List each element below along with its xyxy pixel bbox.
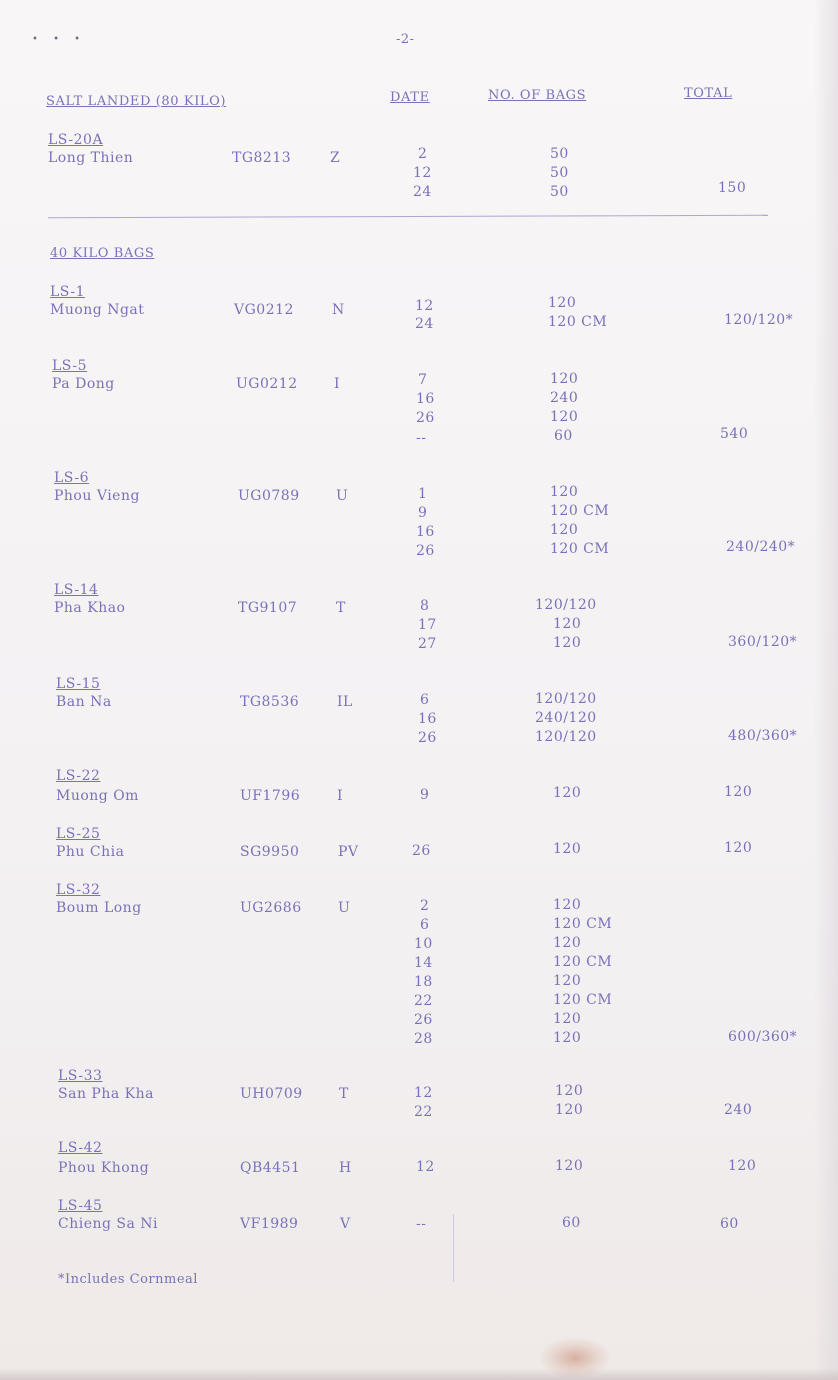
delivery-date: 17 (418, 617, 437, 633)
bag-count: 120 (553, 1011, 582, 1027)
site-zone: U (338, 900, 351, 916)
site-zone: I (337, 788, 344, 804)
delivery-date: 18 (414, 974, 433, 990)
bag-count: 120 (550, 484, 579, 500)
bag-count: 120 CM (553, 992, 613, 1008)
site-total: 60 (720, 1216, 739, 1232)
site-total: 240 (724, 1102, 753, 1118)
bag-count: 120 CM (550, 503, 610, 519)
bag-count: 50 (550, 165, 569, 181)
section-heading-40-kilo: 40 KILO BAGS (50, 246, 155, 261)
site-zone: IL (337, 694, 353, 710)
bag-count: 240/120 (535, 710, 597, 726)
delivery-date: 14 (414, 955, 433, 971)
delivery-date: 12 (415, 298, 434, 314)
bag-count: 120 CM (548, 314, 608, 330)
site-total: 120 (724, 840, 753, 856)
bag-count: 120 (553, 935, 582, 951)
delivery-date: 6 (420, 692, 430, 708)
delivery-date: 2 (418, 146, 428, 162)
site-grid-reference: SG9950 (240, 844, 300, 860)
delivery-date: -- (416, 1216, 427, 1232)
site-code: LS-1 (50, 284, 86, 300)
bag-count: 120 (553, 1030, 582, 1046)
site-name: Phou Vieng (54, 488, 140, 504)
site-code: LS-6 (54, 470, 90, 486)
site-code: LS-25 (56, 826, 101, 842)
bag-count: 120 CM (553, 916, 613, 932)
site-name: Phou Khong (58, 1160, 150, 1176)
site-zone: PV (338, 844, 359, 860)
site-zone: H (339, 1160, 352, 1176)
site-grid-reference: UF1796 (240, 788, 301, 804)
delivery-date: 8 (420, 598, 430, 614)
delivery-date: 28 (414, 1031, 433, 1047)
page-bottom-edge (0, 1368, 838, 1380)
delivery-date: 24 (415, 316, 434, 332)
delivery-date: 24 (413, 184, 432, 200)
site-name: Muong Ngat (50, 302, 145, 318)
site-total: 120/120* (724, 312, 794, 328)
bag-count: 120 (553, 897, 582, 913)
site-zone: N (332, 302, 345, 318)
delivery-date: 12 (416, 1159, 435, 1175)
site-zone: T (336, 600, 346, 616)
site-code: LS-20A (48, 132, 104, 148)
bag-count: 240 (550, 390, 579, 406)
site-code: LS-33 (58, 1068, 103, 1084)
site-grid-reference: UG2686 (240, 900, 302, 916)
delivery-date: 22 (414, 993, 433, 1009)
column-header-date: DATE (390, 90, 430, 105)
site-grid-reference: TG8213 (232, 150, 292, 166)
bag-count: 60 (562, 1215, 581, 1231)
delivery-date: 12 (413, 165, 432, 181)
column-header-total: TOTAL (684, 86, 733, 101)
site-zone: T (339, 1086, 349, 1102)
bag-count: 120/120 (535, 729, 597, 745)
section-divider (48, 215, 768, 219)
bag-count: 120 (555, 1102, 584, 1118)
bag-count: 120 (553, 635, 582, 651)
bag-count: 120 (553, 616, 582, 632)
site-name: Ban Na (56, 694, 112, 710)
site-code: LS-15 (56, 676, 101, 692)
bag-count: 120 (555, 1083, 584, 1099)
bag-count: 120 (550, 522, 579, 538)
delivery-date: -- (416, 430, 427, 446)
site-grid-reference: VG0212 (234, 302, 294, 318)
bag-count: 120 (550, 371, 579, 387)
delivery-date: 26 (416, 410, 435, 426)
site-grid-reference: VF1989 (240, 1216, 299, 1232)
bag-count: 120 (553, 973, 582, 989)
bag-count: 50 (550, 146, 569, 162)
site-name: San Pha Kha (58, 1086, 154, 1102)
bag-count: 50 (550, 184, 569, 200)
delivery-date: 16 (418, 711, 437, 727)
site-total: 150 (718, 180, 747, 196)
page-number: -2- (396, 32, 415, 47)
delivery-date: 26 (416, 543, 435, 559)
delivery-date: 9 (418, 505, 428, 521)
bag-count: 120/120 (535, 691, 597, 707)
delivery-date: 26 (412, 843, 431, 859)
delivery-date: 26 (414, 1012, 433, 1028)
footnote: *Includes Cornmeal (58, 1272, 198, 1287)
delivery-date: 10 (414, 936, 433, 952)
site-total: 240/240* (726, 539, 796, 555)
faint-vertical-line (453, 1214, 454, 1282)
site-zone: U (336, 488, 349, 504)
delivery-date: 2 (420, 898, 430, 914)
site-grid-reference: UH0709 (240, 1086, 303, 1102)
delivery-date: 22 (414, 1104, 433, 1120)
paper-stain (540, 1338, 610, 1378)
site-code: LS-5 (52, 358, 88, 374)
site-name: Pa Dong (52, 376, 115, 392)
site-grid-reference: TG8536 (240, 694, 300, 710)
page-edge-shadow (814, 0, 838, 1380)
delivery-date: 16 (416, 524, 435, 540)
delivery-date: 16 (416, 391, 435, 407)
punch-marks: • • • (32, 34, 87, 45)
site-code: LS-42 (58, 1140, 103, 1156)
delivery-date: 9 (420, 787, 430, 803)
site-grid-reference: UG0789 (238, 488, 300, 504)
bag-count: 120 (555, 1158, 584, 1174)
delivery-date: 7 (418, 372, 428, 388)
site-zone: I (334, 376, 341, 392)
site-code: LS-22 (56, 768, 101, 784)
bag-count: 120 CM (550, 541, 610, 557)
site-zone: Z (330, 150, 341, 166)
delivery-date: 12 (414, 1085, 433, 1101)
site-grid-reference: TG9107 (238, 600, 298, 616)
delivery-date: 26 (418, 730, 437, 746)
delivery-date: 27 (418, 636, 437, 652)
delivery-date: 6 (420, 917, 430, 933)
site-total: 120 (728, 1158, 757, 1174)
bag-count: 120/120 (535, 597, 597, 613)
site-name: Boum Long (56, 900, 142, 916)
bag-count: 120 (553, 841, 582, 857)
site-name: Long Thien (48, 150, 134, 166)
bag-count: 120 (553, 785, 582, 801)
site-name: Muong Om (56, 788, 139, 804)
site-total: 120 (724, 784, 753, 800)
bag-count: 120 (550, 409, 579, 425)
site-grid-reference: UG0212 (236, 376, 298, 392)
site-total: 360/120* (728, 634, 798, 650)
site-code: LS-32 (56, 882, 101, 898)
site-code: LS-45 (58, 1198, 103, 1214)
site-name: Chieng Sa Ni (58, 1216, 159, 1232)
bag-count: 60 (554, 428, 573, 444)
section-heading-80-kilo: SALT LANDED (80 KILO) (46, 94, 227, 109)
bag-count: 120 (548, 295, 577, 311)
site-code: LS-14 (54, 582, 99, 598)
site-name: Phu Chia (56, 844, 125, 860)
site-grid-reference: QB4451 (240, 1160, 301, 1176)
site-name: Pha Khao (54, 600, 126, 616)
site-zone: V (340, 1216, 351, 1232)
column-header-bags: NO. OF BAGS (488, 88, 587, 103)
bag-count: 120 CM (553, 954, 613, 970)
delivery-date: 1 (418, 486, 428, 502)
site-total: 480/360* (728, 728, 798, 744)
site-total: 540 (720, 426, 749, 442)
site-total: 600/360* (728, 1029, 798, 1045)
